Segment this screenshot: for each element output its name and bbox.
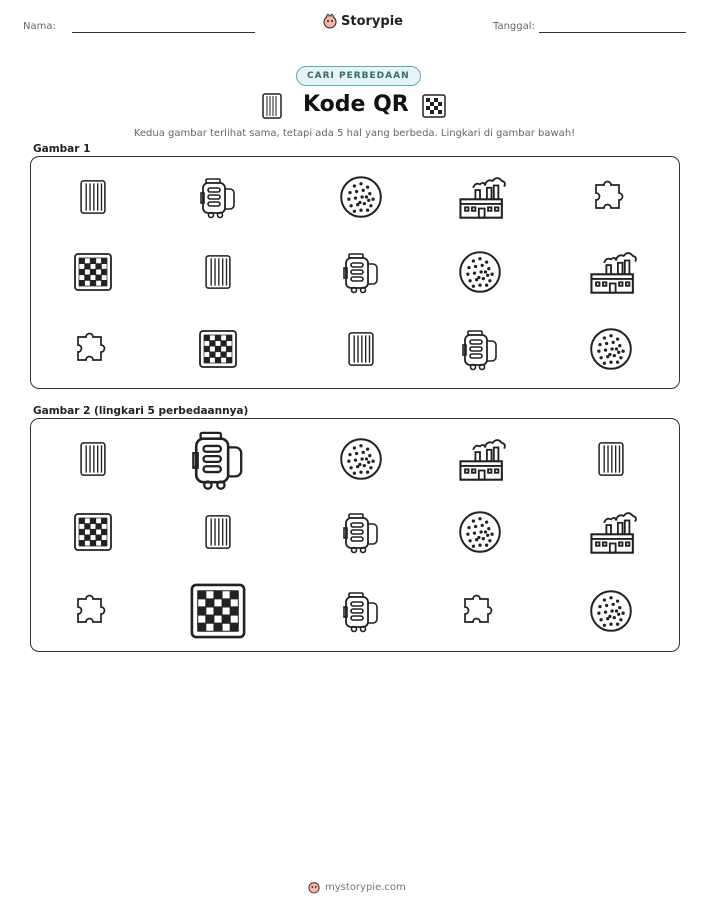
cookie-icon[interactable] (331, 429, 391, 489)
engine-icon[interactable] (331, 502, 391, 562)
engine-icon[interactable] (188, 429, 248, 489)
cookie-icon[interactable] (450, 242, 510, 302)
puzzle-icon[interactable] (63, 581, 123, 641)
storypie-mascot-icon (323, 13, 337, 29)
page-title: Kode QR (303, 92, 409, 117)
storypie-mascot-icon (308, 880, 320, 894)
cookie-icon[interactable] (581, 319, 641, 379)
brand-name: Storypie (341, 13, 403, 29)
puzzle-icon[interactable] (450, 581, 510, 641)
cookie-icon[interactable] (331, 167, 391, 227)
engine-icon[interactable] (188, 167, 248, 227)
engine-icon[interactable] (450, 319, 510, 379)
picture-panel-2 (30, 418, 680, 652)
qr-code-icon[interactable] (188, 581, 248, 641)
qr-code-icon[interactable] (63, 242, 123, 302)
barcode-icon[interactable] (63, 167, 123, 227)
panel1-label: Gambar 1 (33, 143, 91, 155)
cookie-icon[interactable] (450, 502, 510, 562)
title-barcode-icon (262, 93, 282, 123)
brand-logo (323, 13, 403, 29)
name-field[interactable] (72, 32, 255, 33)
barcode-icon[interactable] (188, 242, 248, 302)
factory-icon[interactable] (581, 502, 641, 562)
puzzle-icon[interactable] (581, 167, 641, 227)
puzzle-icon[interactable] (63, 319, 123, 379)
qr-code-icon[interactable] (188, 319, 248, 379)
name-label: Nama: (23, 21, 56, 32)
date-field[interactable] (539, 32, 686, 33)
picture-panel-1 (30, 156, 680, 389)
barcode-icon[interactable] (331, 319, 391, 379)
factory-icon[interactable] (450, 167, 510, 227)
date-label: Tanggal: (493, 21, 535, 32)
barcode-icon[interactable] (581, 429, 641, 489)
cookie-icon[interactable] (581, 581, 641, 641)
instructions: Kedua gambar terlihat sama, tetapi ada 5 hal yang berbeda. Lingkari di gambar bawah! (133, 128, 576, 139)
panel2-label: Gambar 2 (lingkari 5 perbedaannya) (33, 405, 249, 417)
engine-icon[interactable] (331, 581, 391, 641)
footer (308, 880, 406, 894)
factory-icon[interactable] (581, 242, 641, 302)
qr-code-icon[interactable] (63, 502, 123, 562)
barcode-icon[interactable] (63, 429, 123, 489)
worksheet-type-badge: CARI PERBEDAAN (296, 66, 421, 86)
footer-site: mystorypie.com (325, 881, 406, 893)
factory-icon[interactable] (450, 429, 510, 489)
barcode-icon[interactable] (188, 502, 248, 562)
engine-icon[interactable] (331, 242, 391, 302)
title-qr-code-icon (422, 94, 446, 122)
